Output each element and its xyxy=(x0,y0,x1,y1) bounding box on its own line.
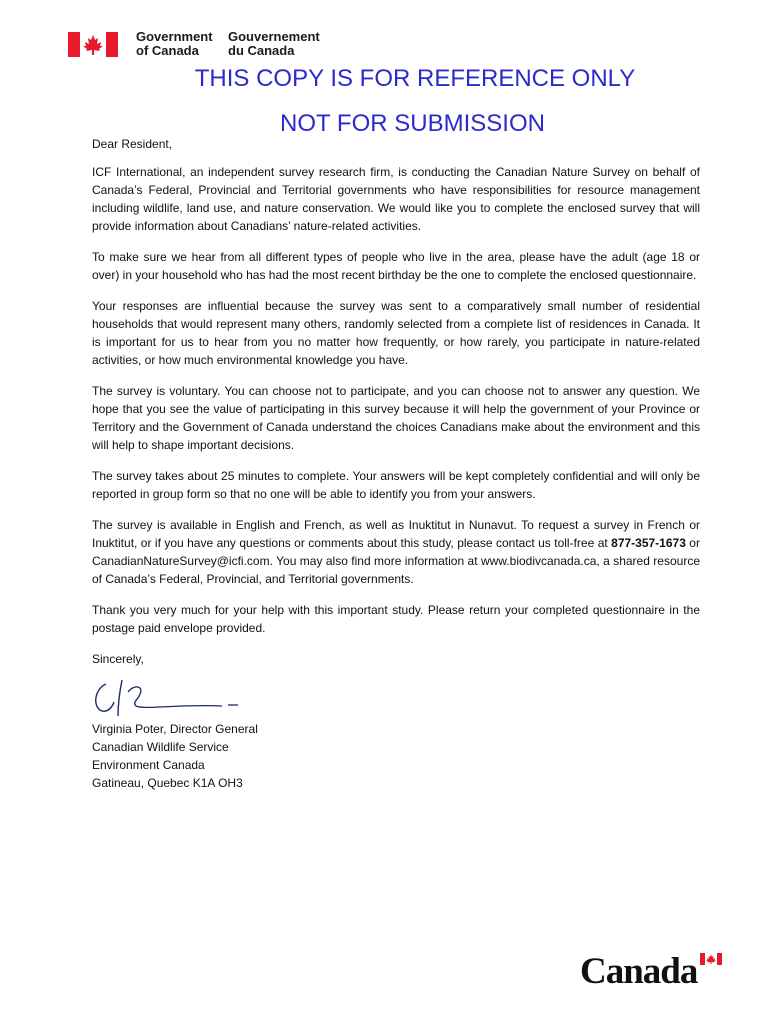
not-for-submission-banner: NOT FOR SUBMISSION xyxy=(280,110,545,137)
paragraph-languages-contact xyxy=(92,516,700,588)
letter-body xyxy=(92,163,700,681)
government-of-canada-text xyxy=(136,30,213,58)
canada-wordmark xyxy=(580,950,730,990)
contact-text-part2: or CanadianNatureSurvey@icfi.com. You may also find more information at www.biodivcanada.ca, a shared resource of Canada’s Federal, Provincial, and Territorial governments. xyxy=(92,536,700,586)
paragraph-voluntary: The survey is voluntary. You can choose not to participate, and you can choose not to answer any question. We hope that you see the value of participating in this survey because it will help the government of your Province or Territory and the Government of Canada understand the choices Canadians make about the environment and this will help to shape important decisions. xyxy=(92,384,700,452)
canada-wordmark-flag-icon xyxy=(700,953,722,965)
gov-en-line1: Government xyxy=(136,29,213,44)
reference-only-banner: THIS COPY IS FOR REFERENCE ONLY xyxy=(194,65,636,92)
paragraph-responses-influential: Your responses are influential because the survey was sent to a comparatively small number of residential households that would represent many others, randomly selected from a complete list of residences in Canada. It is important for us to hear from you no matter how frequently, or how rarely, you participate in nature-related activities, or how much environmental knowledge you have. xyxy=(92,299,700,367)
salutation: Dear Resident, xyxy=(92,137,173,151)
signatory-name-title: Virginia Poter, Director General xyxy=(92,722,258,736)
paragraph-who-completes: To make sure we hear from all different types of people who live in the area, please have the adult (age 18 or over) in your household who has had the most recent birthday be the one to complete the enclosed questionnaire. xyxy=(92,250,700,282)
phone-number: 877-357-1673 xyxy=(611,536,686,550)
canada-flag-icon xyxy=(68,32,118,57)
signatory-address: Gatineau, Quebec K1A OH3 xyxy=(92,776,243,790)
paragraph-confidential: The survey takes about 25 minutes to complete. Your answers will be kept completely confidential and will only be reported in group form so that no one will be able to identify you from your answers. xyxy=(92,469,700,501)
signatory-service: Canadian Wildlife Service xyxy=(92,740,229,754)
signature-image xyxy=(88,678,248,720)
gouvernement-du-canada-text xyxy=(228,30,320,58)
gov-fr-line1: Gouvernement xyxy=(228,29,320,44)
gov-en-line2: of Canada xyxy=(136,43,199,58)
signature-block xyxy=(92,720,258,792)
government-of-canada-header xyxy=(68,30,328,60)
paragraph-survey-intro: ICF International, an independent survey research firm, is conducting the Canadian Nature Survey on behalf of Canada’s Federal, Provincial and Territorial governments who have responsibilities for resource management including wildlife, land use, and nature conservation. We would like you to complete the enclosed survey that will provide information about Canadians’ nature-related activities. xyxy=(92,165,700,233)
paragraph-thank-you: Thank you very much for your help with this important study. Please return your completed questionnaire in the postage paid envelope provided. xyxy=(92,603,700,635)
gov-fr-line2: du Canada xyxy=(228,43,295,58)
signatory-department: Environment Canada xyxy=(92,758,205,772)
contact-text-part1: The survey is available in English and French, as well as Inuktitut in Nunavut. To request a survey in French or Inuktitut, or if you have any questions or comments about this study, please contact us toll-free at xyxy=(92,518,700,550)
canada-wordmark-text: Canada xyxy=(580,951,698,992)
closing: Sincerely, xyxy=(92,652,144,666)
